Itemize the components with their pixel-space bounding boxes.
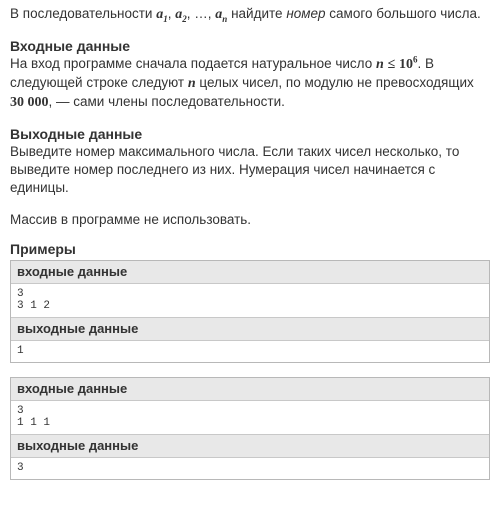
formula-a2-sub: 2 (182, 13, 187, 24)
sample-2-output-label: выходные данные (11, 435, 489, 458)
formula-a1 (156, 7, 168, 22)
formula-bound: 30 000 (10, 95, 49, 110)
input-text-1: На вход программе сначала подается натуральное число (10, 56, 373, 71)
restriction-note: Массив в программе не использовать. (10, 212, 252, 227)
input-text-2: . В следующей строке следуют (10, 56, 435, 90)
output-description: Выведите номер максимального числа. Если таких чисел несколько, то выведите номер последнего из них. Нумерация чисел начинается с единицы. (10, 144, 460, 195)
formula-an-base: a (215, 7, 223, 22)
input-description (10, 55, 490, 112)
intro-suffix: самого большого числа. (329, 6, 481, 21)
intro-emphasis: номер (286, 6, 326, 21)
intro-mid: найдите (231, 6, 283, 21)
input-text-4: , — сами члены последовательности. (48, 94, 285, 109)
sample-2-input-label: входные данные (11, 378, 489, 401)
formula-le: ≤ (387, 57, 396, 72)
input-text-3: целых чисел, по модулю не превосходящих (199, 75, 474, 90)
formula-an-sub: n (222, 13, 228, 24)
formula-n: n (376, 57, 384, 72)
output-heading: Выходные данные (10, 126, 143, 142)
sample-1-input: 3 3 1 2 (11, 284, 489, 318)
sample-test-2 (10, 377, 490, 480)
formula-a1-sub: 1 (163, 13, 168, 24)
examples-title: Примеры (10, 241, 76, 257)
formula-an (215, 7, 227, 22)
sample-1-output-label: выходные данные (11, 318, 489, 341)
sample-2-input: 3 1 1 1 (11, 401, 489, 435)
sample-test-1 (10, 260, 490, 363)
problem-intro: В последовательности $a_1$, $a_2$, …, $a_n$ найдите номер самого большого числа. (10, 6, 481, 24)
formula-a1-base: a (156, 7, 164, 22)
sample-1-output: 1 (17, 345, 24, 357)
sample-2-output: 3 (17, 462, 24, 474)
sample-1-input-label: входные данные (11, 261, 489, 284)
formula-power-exp: 6 (413, 54, 418, 65)
formula-n-2: n (187, 76, 196, 91)
formula-a2 (175, 7, 187, 22)
formula-power (399, 54, 418, 72)
intro-prefix: В последовательности (10, 6, 153, 21)
formula-power-base: 10 (399, 57, 414, 72)
input-heading: Входные данные (10, 38, 131, 54)
formula-a2-base: a (175, 7, 183, 22)
formula-ellipsis: …, (194, 6, 212, 21)
